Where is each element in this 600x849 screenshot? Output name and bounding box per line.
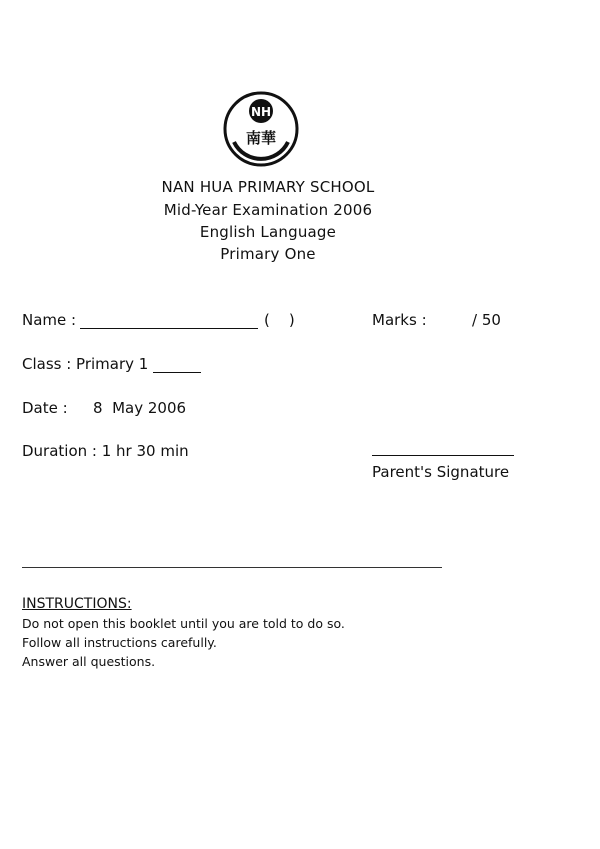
logo-initials: NH xyxy=(250,105,272,119)
school-logo xyxy=(222,90,300,168)
class-label: Class : Primary 1 xyxy=(22,355,149,373)
instruction-item-3: Answer all questions. xyxy=(22,654,156,669)
school-name: NAN HUA PRIMARY SCHOOL xyxy=(161,178,375,196)
signature-line[interactable] xyxy=(372,455,514,456)
level-title: Primary One xyxy=(220,245,316,263)
logo-chinese-text: 南華 xyxy=(245,129,277,147)
date-value: 8 May 2006 xyxy=(93,399,187,417)
subject-title: English Language xyxy=(199,223,337,241)
divider-line xyxy=(22,567,442,568)
name-field[interactable] xyxy=(80,312,258,329)
instructions-title: INSTRUCTIONS: xyxy=(22,596,132,612)
date-label: Date : xyxy=(22,399,68,417)
signature-label: Parent's Signature xyxy=(372,463,510,481)
marks-label: Marks : xyxy=(372,311,427,329)
duration-label: Duration : 1 hr 30 min xyxy=(22,442,189,460)
instruction-item-2: Follow all instructions carefully. xyxy=(22,635,217,650)
exam-title: Mid-Year Examination 2006 xyxy=(163,201,373,219)
index-number-brackets: ( ) xyxy=(264,311,295,329)
name-label: Name : xyxy=(22,311,77,329)
class-field[interactable] xyxy=(153,356,201,373)
instruction-item-1: Do not open this booklet until you are told to do so. xyxy=(22,616,345,631)
marks-total: / 50 xyxy=(472,311,501,329)
